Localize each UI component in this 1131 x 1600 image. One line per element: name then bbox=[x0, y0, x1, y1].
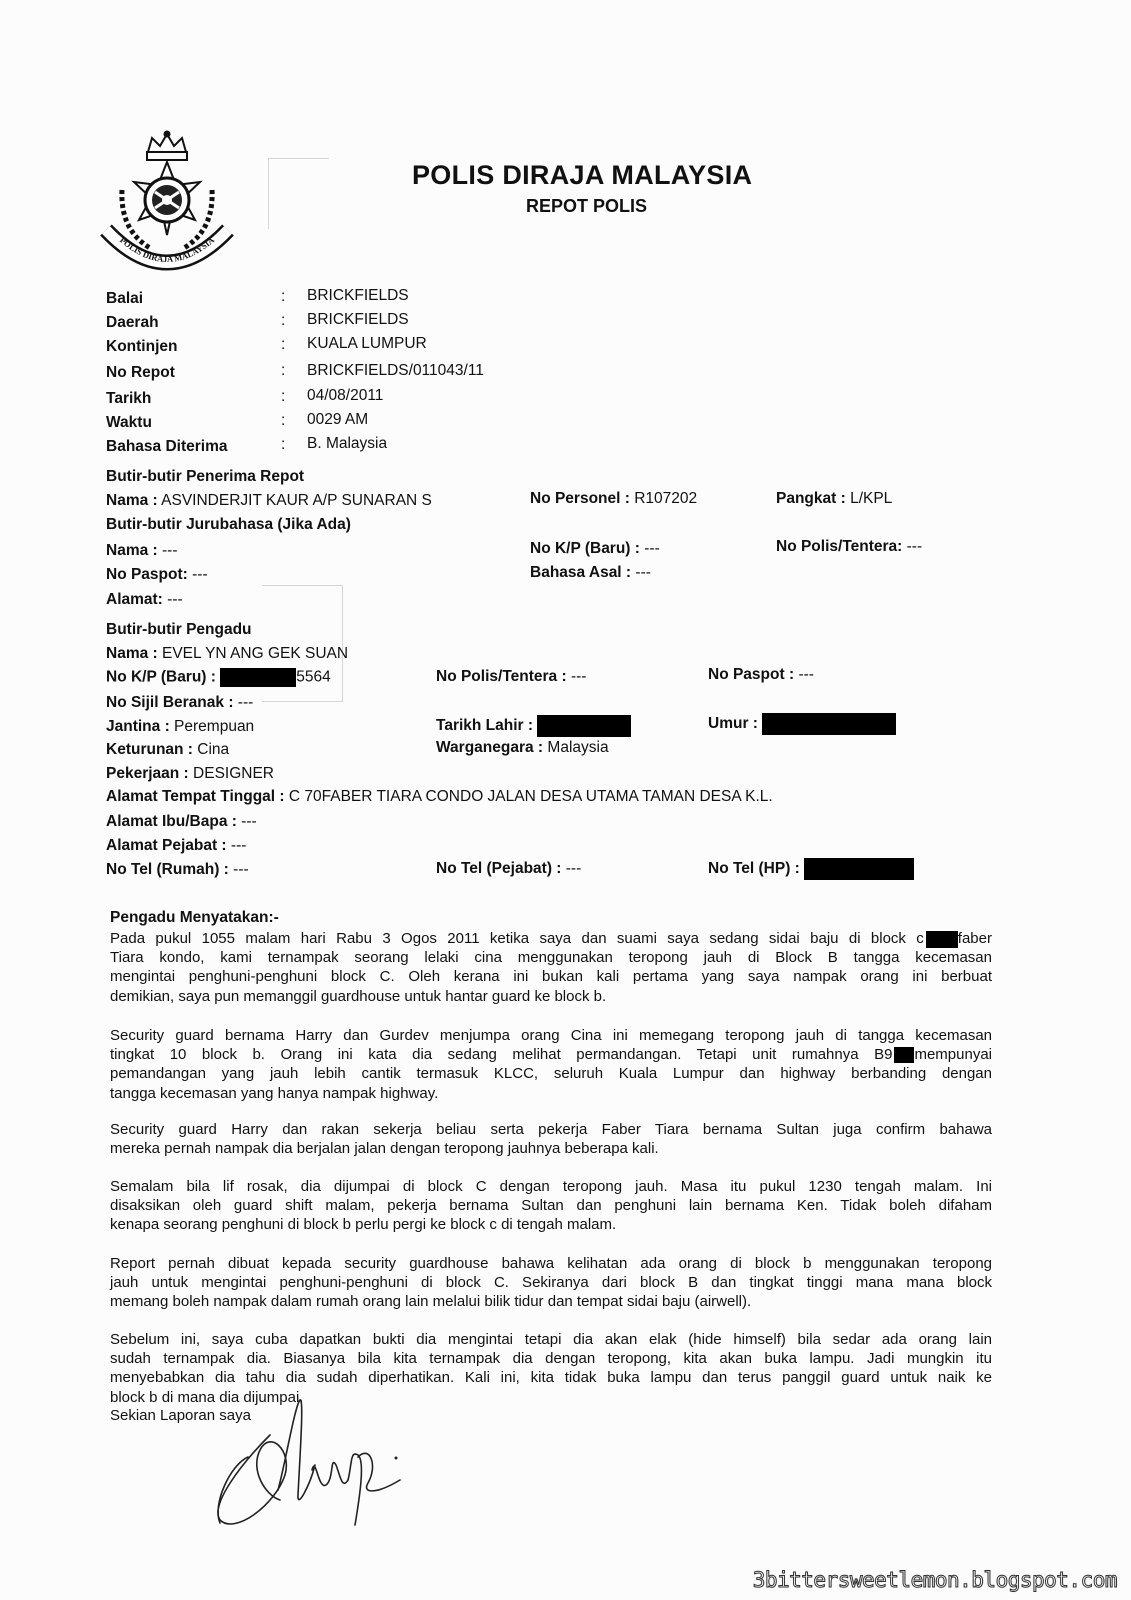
field-colon: : bbox=[281, 362, 286, 379]
statement-line: memang boleh nampak dalam rumah orang lain melalui bilik tidur dan tempat sidai baju (airwell). bbox=[110, 1293, 752, 1311]
field-value: BRICKFIELDS bbox=[307, 311, 409, 328]
statement-line: disaksikan oleh guard shift malam, pekerja bernama Sultan dan penghuni lain bernama Ken. Tidak boleh difaham bbox=[110, 1197, 992, 1215]
pengadu-telpejabat-label: No Tel (Pejabat) : bbox=[436, 860, 562, 877]
pengadu-umur bbox=[708, 713, 896, 735]
statement-line: mereka pernah nampak dia berjalan jalan dengan teropong jauhnya beberapa kali. bbox=[110, 1140, 659, 1158]
jurubahasa-kp bbox=[530, 540, 660, 558]
handwritten-signature bbox=[200, 1395, 430, 1535]
section-heading-pengadu: Butir-butir Pengadu bbox=[106, 621, 252, 638]
statement-line: mengintai penghuni-penghuni block C. Oleh kerana ini bukan kali pertama yang saya nampak orang ini berbuat bbox=[110, 968, 992, 986]
jurubahasa-nama-value: --- bbox=[162, 542, 178, 559]
pengadu-polis-label: No Polis/Tentera : bbox=[436, 668, 567, 685]
field-label: No Repot bbox=[106, 364, 175, 381]
field-label: Daerah bbox=[106, 314, 159, 331]
pengadu-polis bbox=[436, 668, 586, 686]
pengadu-lahir-label: Tarikh Lahir : bbox=[436, 717, 534, 735]
section-heading-penerima: Butir-butir Penerima Repot bbox=[106, 468, 305, 485]
pengadu-pejabat-value: --- bbox=[230, 837, 247, 854]
field-label: Tarikh bbox=[106, 390, 152, 407]
pengadu-ibubapa bbox=[106, 813, 257, 831]
field-colon: : bbox=[281, 436, 286, 453]
field-colon: : bbox=[281, 312, 286, 329]
penerima-personel-value: R107202 bbox=[634, 490, 698, 507]
redaction-bar bbox=[894, 1047, 914, 1063]
pengadu-telhp bbox=[708, 858, 914, 880]
statement-line: sudah ternampak dia. Biasanya bila kita ternampak dia dengan teropong, kita akan buka lampu. Jadi mungkin itu bbox=[110, 1350, 992, 1368]
pengadu-sijil bbox=[106, 694, 253, 712]
pengadu-sijil-value: --- bbox=[237, 694, 254, 711]
pengadu-pekerjaan-value: DESIGNER bbox=[193, 765, 274, 782]
redaction-bar bbox=[804, 858, 914, 880]
pengadu-telrumah bbox=[106, 861, 249, 879]
jurubahasa-polis-label: No Polis/Tentera: bbox=[776, 538, 903, 555]
penerima-nama-value: ASVINDERJIT KAUR A/P SUNARAN S bbox=[161, 492, 432, 509]
pengadu-kp-label: No K/P (Baru) : bbox=[106, 668, 216, 686]
page-subtitle: REPOT POLIS bbox=[526, 196, 648, 216]
field-value: BRICKFIELDS bbox=[307, 287, 409, 304]
statement-paragraph-3 bbox=[110, 1120, 992, 1158]
pengadu-telpejabat bbox=[436, 860, 581, 878]
pengadu-paspot-label: No Paspot : bbox=[708, 666, 795, 683]
field-label: Waktu bbox=[106, 414, 152, 431]
page-title: POLIS DIRAJA MALAYSIA bbox=[412, 160, 753, 190]
pengadu-telrumah-value: --- bbox=[233, 861, 249, 878]
statement-line: Semalam bila lif rosak, dia dijumpai di block C dengan teropong jauh. Masa itu pukul 1230 tengah malam. Ini bbox=[110, 1178, 992, 1195]
field-value: KUALA LUMPUR bbox=[307, 335, 427, 352]
statement-line: tangga kecemasan yang hanya nampak highway. bbox=[110, 1084, 439, 1102]
penerima-pangkat bbox=[776, 490, 892, 508]
pengadu-keturunan bbox=[106, 741, 229, 759]
jurubahasa-alamat-value: --- bbox=[167, 591, 183, 608]
statement-paragraph-2 bbox=[110, 1026, 992, 1103]
pengadu-kp bbox=[106, 668, 331, 687]
pengadu-alamat bbox=[106, 788, 773, 806]
pengadu-pejabat bbox=[106, 837, 246, 855]
pengadu-warga-label: Warganegara : bbox=[436, 739, 544, 756]
penerima-personel-label: No Personel : bbox=[530, 490, 630, 507]
pengadu-keturunan-value: Cina bbox=[197, 741, 230, 758]
pengadu-ibubapa-value: --- bbox=[241, 813, 257, 830]
field-colon: : bbox=[281, 288, 286, 305]
field-label: Bahasa Diterima bbox=[106, 438, 228, 455]
pengadu-pekerjaan bbox=[106, 765, 274, 783]
statement-line: block b di mana dia dijumpai. bbox=[110, 1388, 304, 1406]
statement-paragraph-5 bbox=[110, 1254, 992, 1312]
jurubahasa-polis-value: --- bbox=[906, 538, 923, 555]
pengadu-lahir bbox=[436, 715, 631, 737]
pengadu-telhp-label: No Tel (HP) : bbox=[708, 860, 800, 878]
statement-line: Sebelum ini, saya cuba dapatkan bukti dia mengintai tetapi dia akan elak (hide himself) bila sedar ada orang lain bbox=[110, 1331, 992, 1348]
pengadu-nama-label: Nama : bbox=[106, 645, 158, 662]
jurubahasa-paspot bbox=[106, 566, 208, 584]
statement-line: Report pernah dibuat kepada security guardhouse bahawa kelihatan ada orang di block b menggunakan teropong bbox=[110, 1255, 992, 1272]
field-colon: : bbox=[281, 336, 286, 353]
jurubahasa-paspot-label: No Paspot: bbox=[106, 566, 188, 583]
statement-line: kenapa seorang penghuni di block b perlu pergi ke block c di tengah malam. bbox=[110, 1216, 617, 1234]
pengadu-jantina bbox=[106, 718, 254, 736]
jurubahasa-nama bbox=[106, 542, 178, 560]
statement-line: Security guard Harry dan rakan sekerja beliau serta pekerja Faber Tiara bernama Sultan juga confirm bahawa bbox=[110, 1121, 992, 1138]
field-value: 0029 AM bbox=[307, 411, 369, 428]
jurubahasa-kp-label: No K/P (Baru) : bbox=[530, 540, 640, 557]
jurubahasa-kp-value: --- bbox=[644, 540, 660, 557]
blog-watermark: 3bittersweetlemon.blogspot.com bbox=[752, 1568, 1117, 1592]
jurubahasa-alamat bbox=[106, 591, 183, 609]
pengadu-jantina-label: Jantina : bbox=[106, 718, 170, 735]
statement-line: jauh untuk mengintai penghuni-penghuni di block C. Sekiranya dari block B dan tingkat tinggi mana mana block bbox=[110, 1274, 992, 1292]
redaction-bar bbox=[762, 713, 896, 735]
pengadu-nama-value: EVEL YN ANG GEK SUAN bbox=[162, 645, 349, 662]
statement-line: Pada pukul 1055 malam hari Rabu 3 Ogos 2011 ketika saya dan suami saya sedang sidai baju di block c faber bbox=[110, 930, 992, 947]
jurubahasa-paspot-value: --- bbox=[192, 566, 208, 583]
jurubahasa-polis bbox=[776, 538, 922, 556]
field-value: 04/08/2011 bbox=[307, 387, 384, 404]
pengadu-pekerjaan-label: Pekerjaan : bbox=[106, 765, 189, 782]
redaction-bar bbox=[537, 715, 631, 737]
field-colon: : bbox=[281, 388, 286, 405]
pengadu-alamat-label: Alamat Tempat Tinggal : bbox=[106, 788, 285, 805]
section-heading-jurubahasa: Butir-butir Jurubahasa (Jika Ada) bbox=[106, 516, 351, 533]
penerima-pangkat-value: L/KPL bbox=[850, 490, 893, 507]
penerima-personel bbox=[530, 490, 697, 508]
redaction-bar bbox=[926, 931, 958, 948]
pengadu-polis-value: --- bbox=[570, 668, 587, 685]
jurubahasa-bahasa bbox=[530, 564, 651, 582]
penerima-nama-label: Nama : bbox=[106, 492, 158, 509]
pengadu-jantina-value: Perempuan bbox=[174, 718, 255, 735]
crest-ribbon-text: POLIS DIRAJA MALAYSIA bbox=[117, 234, 217, 265]
statement-line: Security guard bernama Harry dan Gurdev menjumpa orang Cina ini memegang teropong jauh di tangga kecemasan bbox=[110, 1027, 992, 1044]
field-label: Kontinjen bbox=[106, 338, 178, 355]
penerima-nama bbox=[106, 492, 432, 510]
pengadu-pejabat-label: Alamat Pejabat : bbox=[106, 837, 227, 854]
pengadu-umur-label: Umur : bbox=[708, 715, 758, 733]
pengadu-alamat-value: C 70FABER TIARA CONDO JALAN DESA UTAMA TAMAN DESA K.L. bbox=[288, 788, 773, 805]
penerima-pangkat-label: Pangkat : bbox=[776, 490, 846, 507]
statement-line: demikian, saya pun memanggil guardhouse untuk hantar guard ke block b. bbox=[110, 987, 607, 1005]
pengadu-kp-value: 5564 bbox=[296, 668, 331, 686]
pengadu-warga-value: Malaysia bbox=[547, 739, 609, 756]
redaction-bar bbox=[220, 668, 296, 687]
pengadu-telpejabat-value: --- bbox=[565, 860, 582, 877]
statement-line: Tiara kondo, kami ternampak seorang lelaki cina menggunakan teropong jauh di Block B tangga kecemasan bbox=[110, 949, 992, 967]
statement-line: tingkat 10 block b. Orang ini kata dia sedang melihat permandangan. Tetapi unit rumahnya B9 mempunyai bbox=[110, 1046, 992, 1064]
field-colon: : bbox=[281, 412, 286, 429]
police-crest-logo bbox=[100, 130, 235, 275]
field-value: B. Malaysia bbox=[307, 435, 388, 452]
statement-paragraph-4 bbox=[110, 1177, 992, 1235]
pengadu-ibubapa-label: Alamat Ibu/Bapa : bbox=[106, 813, 237, 830]
pengadu-telrumah-label: No Tel (Rumah) : bbox=[106, 861, 229, 878]
statement-paragraph-1 bbox=[110, 929, 992, 1006]
statement-line: pemandangan yang jauh lebih cantik termasuk KLCC, seluruh Kuala Lumpur dan highway berbanding dengan bbox=[110, 1065, 992, 1083]
pengadu-sijil-label: No Sijil Beranak : bbox=[106, 694, 234, 711]
pengadu-paspot-value: --- bbox=[798, 666, 814, 683]
statement-line: menyebabkan dia tahu dia sudah diperhatikan. Kali ini, kita tidak buka lampu dan terus panggil guard untuk naik ke bbox=[110, 1369, 992, 1387]
field-value: BRICKFIELDS/011043/11 bbox=[307, 362, 484, 379]
pengadu-warga bbox=[436, 739, 609, 757]
scan-ghost-mark bbox=[268, 158, 329, 229]
statement-closing: Sekian Laporan saya bbox=[110, 1407, 251, 1424]
field-label: Balai bbox=[106, 290, 144, 307]
jurubahasa-bahasa-value: --- bbox=[635, 564, 651, 581]
jurubahasa-nama-label: Nama : bbox=[106, 542, 158, 559]
pengadu-nama bbox=[106, 645, 348, 663]
jurubahasa-bahasa-label: Bahasa Asal : bbox=[530, 564, 632, 581]
pengadu-paspot bbox=[708, 666, 814, 684]
jurubahasa-alamat-label: Alamat: bbox=[106, 591, 163, 608]
statement-heading: Pengadu Menyatakan:- bbox=[110, 909, 279, 926]
pengadu-keturunan-label: Keturunan : bbox=[106, 741, 193, 758]
